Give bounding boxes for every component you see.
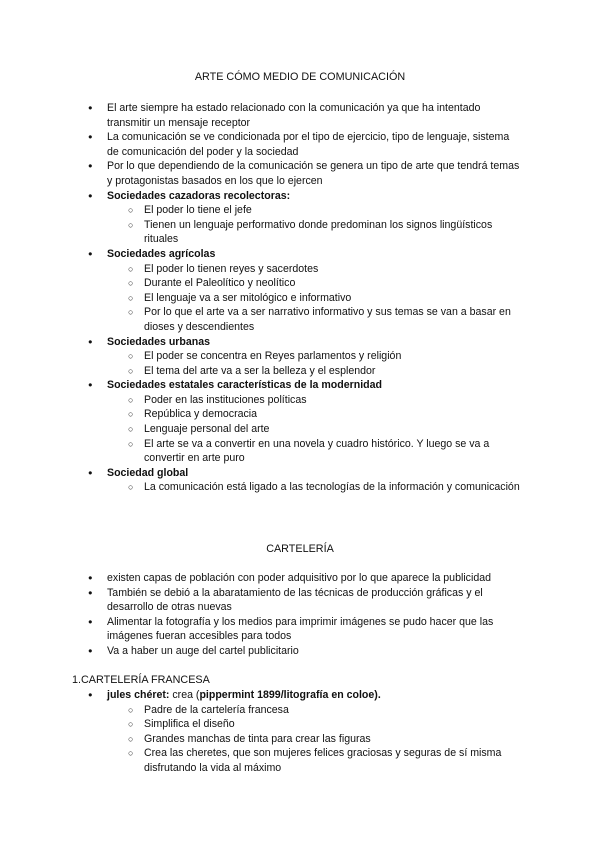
list-item: ● Alimentar la fotografía y los medios para imprimir imágenes se pudo hacer que las imágenes fueran accesibles para todos: [0, 615, 600, 644]
society-item: [0, 247, 600, 335]
sub-item: ○ Durante el Paleolítico y neolítico: [0, 276, 600, 291]
carteleria-list: [0, 571, 600, 659]
society-sublist: [0, 480, 600, 495]
list-item: ● También se debió a la abaratamiento de las técnicas de producción gráficas y el desarrollo de otras nuevas: [0, 586, 600, 615]
sub-item: ○ El poder se concentra en Reyes parlamentos y religión: [0, 349, 600, 364]
sub-item: ○ La comunicación está ligado a las tecnologías de la información y comunicación: [0, 480, 600, 495]
sub-item: ○ Crea las cheretes, que son mujeres felices graciosas y seguras de sí misma disfrutando la vida al máximo: [0, 746, 600, 775]
sub-item: ○ Por lo que el arte va a ser narrativo informativo y sus temas se van a basar en dioses y descendientes: [0, 305, 600, 334]
society-sublist: [0, 203, 600, 247]
artist-sublist: [0, 703, 600, 776]
list-item: ● existen capas de población con poder adquisitivo por lo que aparece la publicidad: [0, 571, 600, 586]
list-item: ● Por lo que dependiendo de la comunicación se genera un tipo de arte que tendrá temas y protagonistas basados en los que lo ejercen: [0, 159, 600, 188]
society-label: Sociedades cazadoras recolectoras:: [107, 189, 291, 202]
artist-verb: crea (: [169, 689, 200, 701]
artist-detail: pippermint 1899/litografía en coloe).: [199, 689, 381, 701]
society-item: [0, 335, 600, 379]
sub-item: ○ El poder lo tienen reyes y sacerdotes: [0, 262, 600, 277]
artist-name: jules chéret:: [107, 689, 170, 701]
society-item: [0, 189, 600, 247]
sub-item: ○ Simplifica el diseño: [0, 717, 600, 732]
society-label: Sociedad global: [107, 466, 189, 479]
list-item: ● El arte siempre ha estado relacionado con la comunicación ya que ha intentado transmitir un mensaje receptor: [0, 101, 600, 130]
sub-item: ○ El arte se va a convertir en una novela y cuadro histórico. Y luego se va a convertir en arte puro: [0, 437, 600, 466]
list-item: ● Va a haber un auge del cartel publicitario: [0, 644, 600, 659]
society-sublist: [0, 349, 600, 378]
french-list: [0, 688, 600, 776]
section-heading: 1.CARTELERÍA FRANCESA: [72, 674, 210, 686]
sub-item: ○ El lenguaje va a ser mitológico e informativo: [0, 291, 600, 306]
society-item: [0, 466, 600, 495]
section-title: CARTELERÍA: [266, 543, 334, 555]
sub-item: ○ Lenguaje personal del arte: [0, 422, 600, 437]
society-label: Sociedades estatales características de la modernidad: [107, 379, 382, 392]
sub-item: ○ El tema del arte va a ser la belleza y el esplendor: [0, 364, 600, 379]
society-sublist: [0, 262, 600, 335]
society-label: Sociedades agrícolas: [107, 247, 216, 260]
society-sublist: [0, 393, 600, 466]
sub-item: ○ Padre de la cartelería francesa: [0, 703, 600, 718]
sub-item: ○ Tienen un lenguaje performativo donde predominan los signos lingüísticos rituales: [0, 218, 600, 247]
sub-item: ○ República y democracia: [0, 407, 600, 422]
sub-item: ○ Poder en las instituciones políticas: [0, 393, 600, 408]
page-title: ARTE CÓMO MEDIO DE COMUNICACIÓN: [194, 71, 406, 83]
society-label: Sociedades urbanas: [107, 335, 211, 348]
sub-item: ○ Grandes manchas de tinta para crear las figuras: [0, 732, 600, 747]
sub-item: ○ El poder lo tiene el jefe: [0, 203, 600, 218]
artist-item: [0, 688, 600, 776]
society-item: [0, 378, 600, 466]
intro-list: [0, 101, 600, 495]
list-item: ● La comunicación se ve condicionada por el tipo de ejercicio, tipo de lenguaje, sistema de comunicación del poder y la sociedad: [0, 130, 600, 159]
